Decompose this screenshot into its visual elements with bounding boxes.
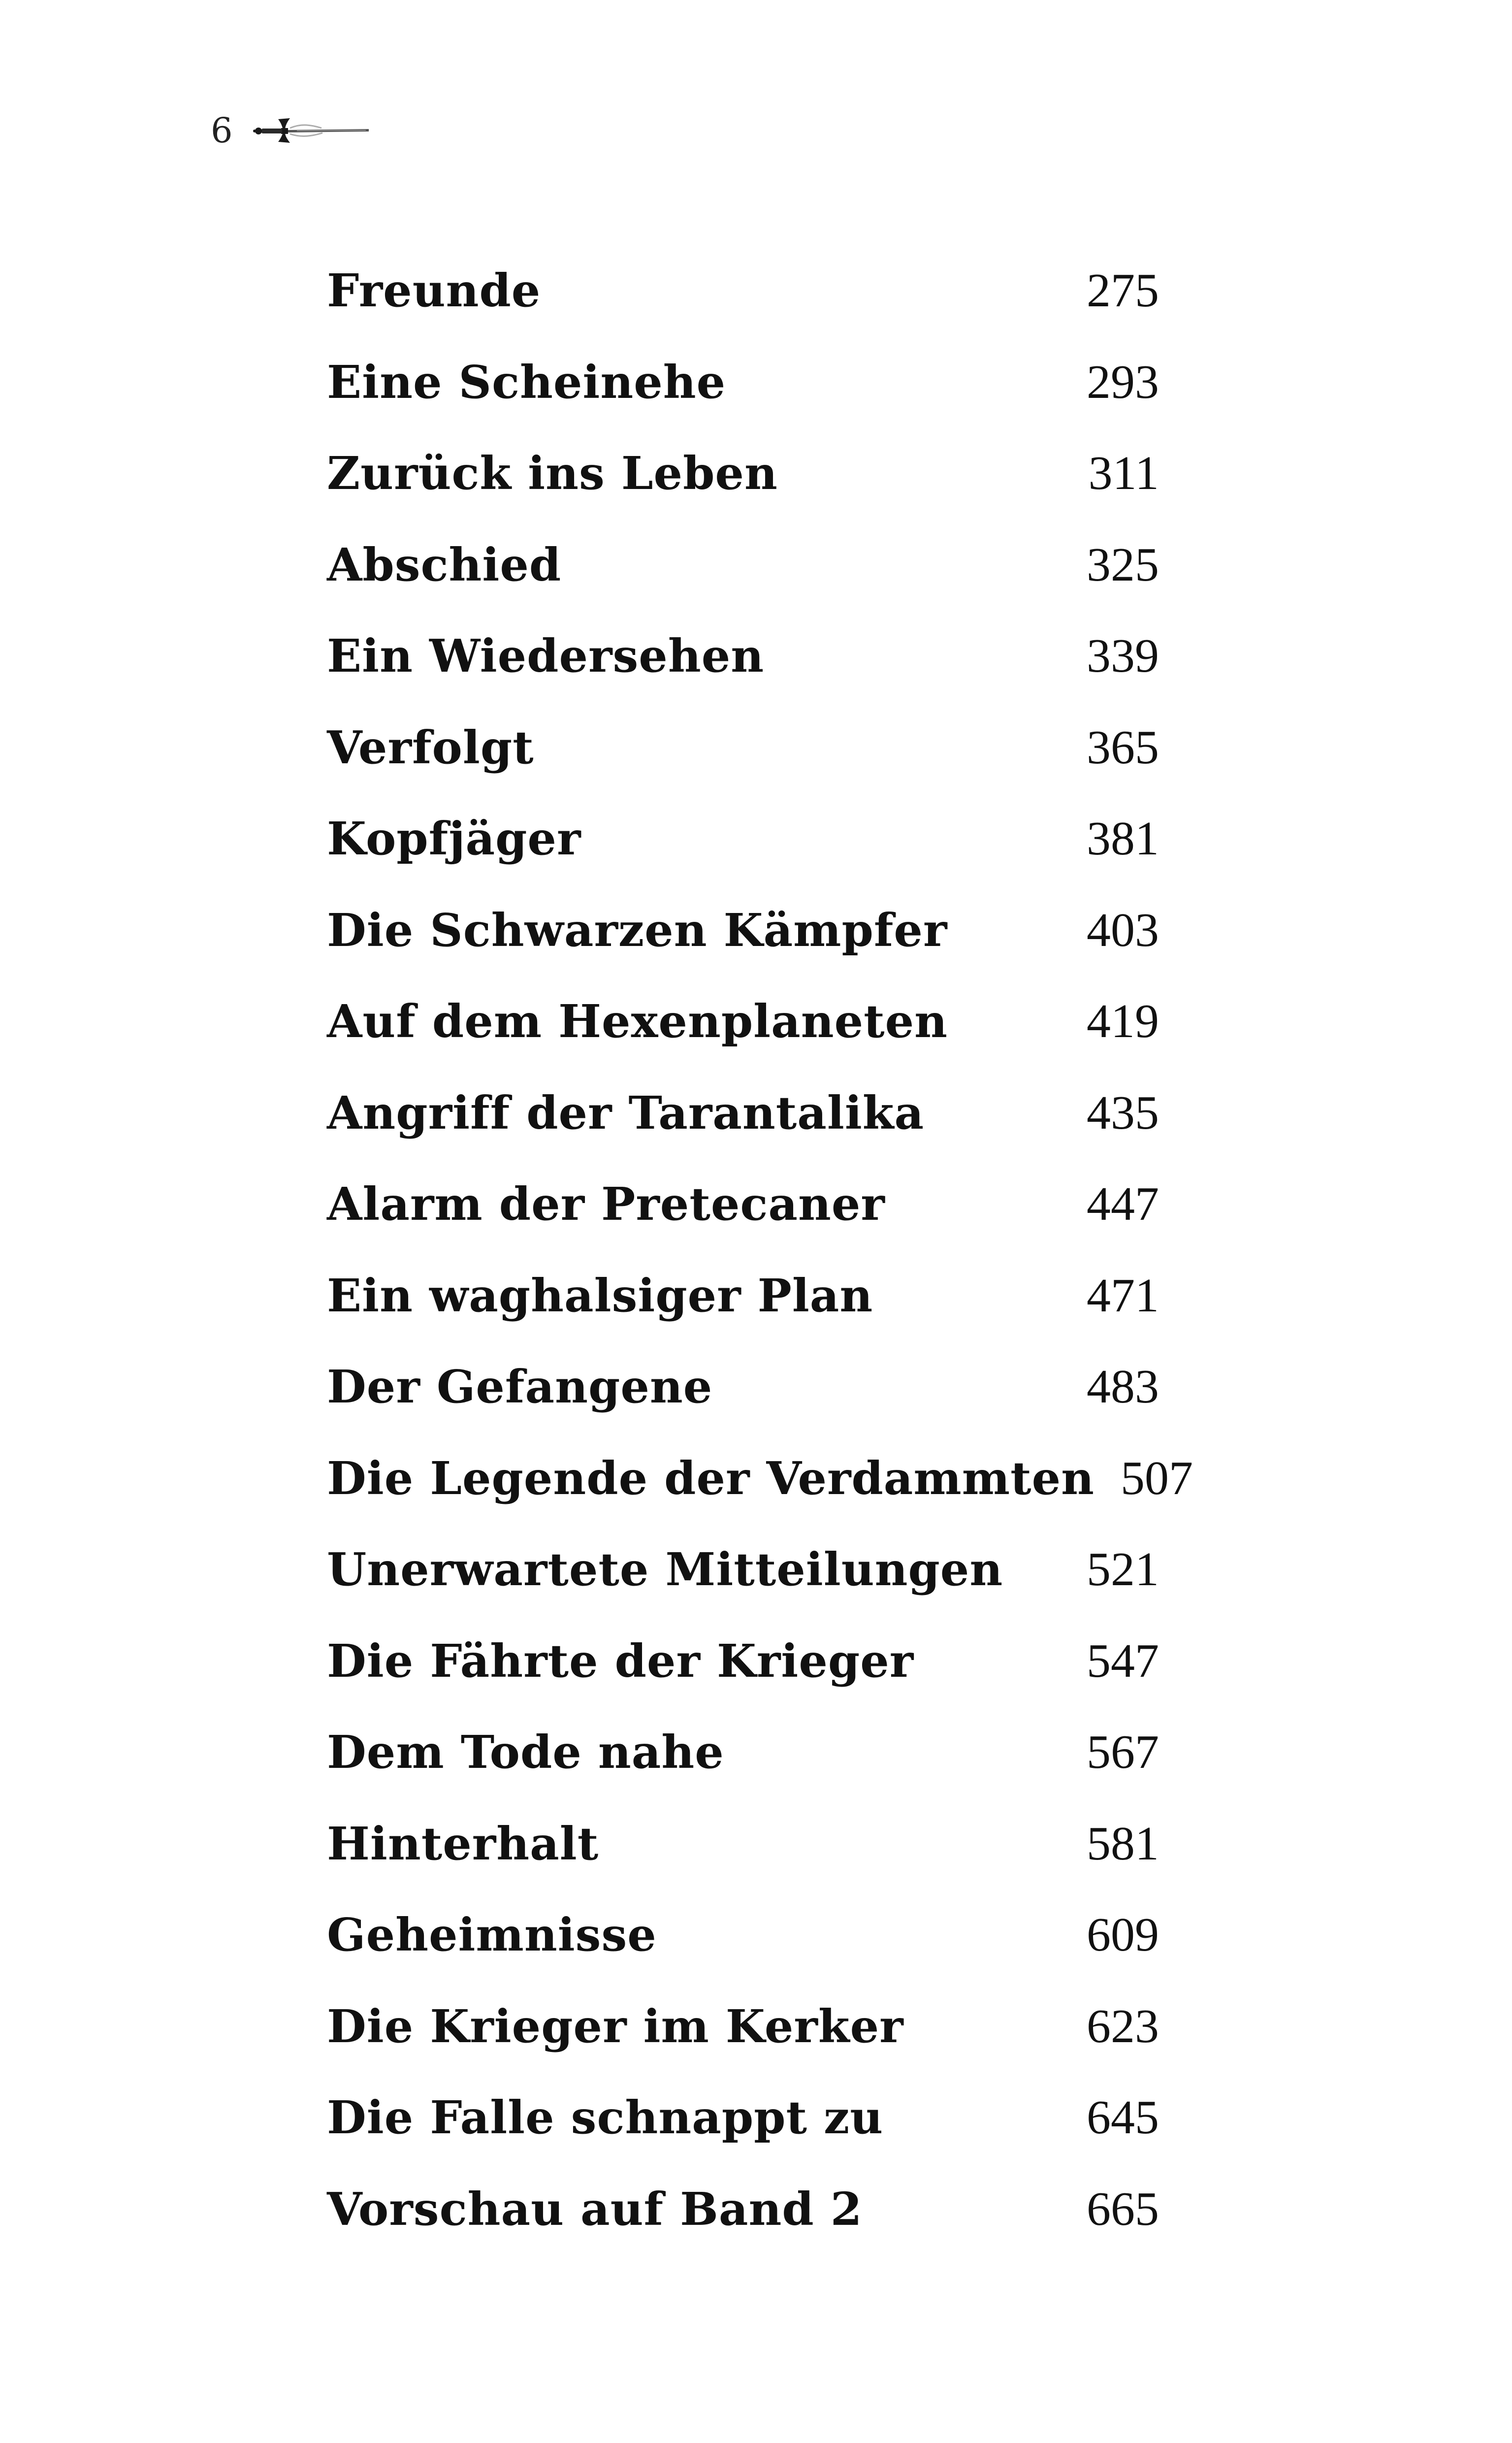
toc-entry-page: 483 [1087,1360,1159,1413]
toc-entry [327,2072,1159,2164]
toc-entry [327,1068,1159,1159]
toc-entry-title: Unerwartete Mitteilungen [327,1543,1003,1596]
toc-entry-title: Freunde [327,264,541,317]
toc-entry-page: 403 [1087,903,1159,957]
toc-entry [327,520,1159,611]
toc-entry [327,2164,1159,2255]
toc-entry-page: 339 [1087,629,1159,683]
toc-entry [327,1524,1159,1616]
toc-entry-page: 567 [1087,1726,1159,1779]
toc-entry [327,885,1159,977]
toc-entry-page: 435 [1087,1086,1159,1140]
toc-entry-title: Dem Tode nahe [327,1726,724,1779]
toc-entry-title: Ein waghalsiger Plan [327,1269,873,1322]
toc-entry [327,1341,1159,1433]
toc-entry-title: Ein Wiedersehen [327,629,765,683]
toc-entry-page: 447 [1087,1177,1159,1231]
toc-entry-page: 311 [1088,447,1159,500]
toc-entry-title: Geheimnisse [327,1908,657,1961]
toc-entry [327,245,1159,337]
toc-entry-title: Verfolgt [327,720,534,774]
toc-entry [327,1616,1159,1707]
toc-entry [327,1250,1159,1342]
toc-entry-title: Die Schwarzen Kämpfer [327,903,948,957]
toc-entry-title: Kopfjäger [327,812,581,865]
toc-entry-page: 609 [1087,1908,1159,1961]
toc-entry-page: 365 [1087,720,1159,774]
toc-entry [327,793,1159,885]
toc-entry-page: 507 [1121,1451,1193,1505]
toc-entry-title: Zurück ins Leben [327,447,778,500]
toc-entry [327,337,1159,428]
toc-entry-title: Abschied [327,538,562,591]
toc-entry-page: 581 [1087,1817,1159,1870]
toc-entry [327,1159,1159,1250]
sword-icon [253,108,371,153]
table-of-contents [327,245,1193,2255]
toc-entry-title: Eine Scheinehe [327,355,726,409]
toc-entry-title: Alarm der Pretecaner [327,1177,885,1231]
toc-entry-title: Die Krieger im Kerker [327,1999,904,2053]
toc-entry [327,976,1159,1068]
toc-entry-title: Die Falle schnappt zu [327,2091,884,2144]
toc-entry-page: 275 [1087,264,1159,317]
toc-entry-page: 547 [1087,1634,1159,1688]
toc-entry [327,702,1159,794]
toc-entry [327,1889,1159,1981]
toc-entry-page: 521 [1087,1543,1159,1596]
toc-entry-page: 419 [1087,995,1159,1048]
toc-entry-page: 665 [1087,2182,1159,2236]
page-number: 6 [211,110,233,151]
toc-entry [327,611,1159,702]
toc-entry-page: 623 [1087,1999,1159,2053]
toc-entry-title: Hinterhalt [327,1817,599,1870]
toc-entry-title: Vorschau auf Band 2 [327,2182,863,2236]
toc-entry-page: 645 [1087,2091,1159,2144]
page-header [211,101,371,160]
toc-entry-title: Die Legende der Verdammten [327,1451,1095,1505]
toc-entry-page: 293 [1087,355,1159,409]
toc-entry [327,1981,1159,2073]
toc-entry-page: 325 [1087,538,1159,591]
toc-entry [327,428,1159,520]
toc-entry-title: Die Fährte der Krieger [327,1634,914,1688]
toc-entry-page: 471 [1087,1269,1159,1322]
toc-entry [327,1707,1159,1798]
toc-entry-title: Auf dem Hexenplaneten [327,995,948,1048]
toc-entry-title: Angriff der Tarantalika [327,1086,925,1140]
toc-entry [327,1433,1193,1525]
toc-entry-title: Der Gefangene [327,1360,713,1413]
toc-entry-page: 381 [1087,812,1159,865]
toc-entry [327,1798,1159,1890]
